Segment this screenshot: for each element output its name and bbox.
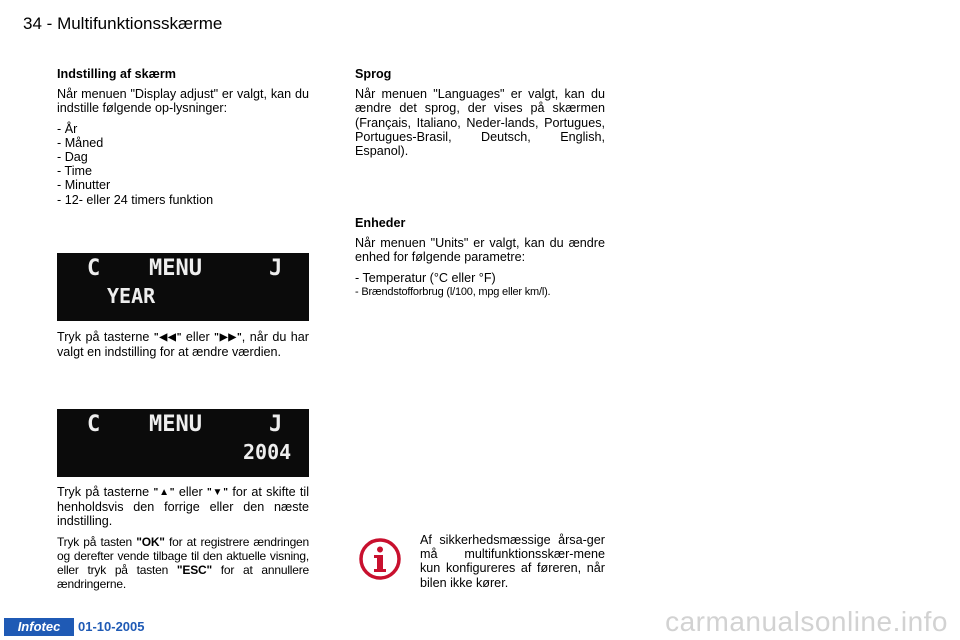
units-list [355,271,605,299]
page-title: Multifunktionsskærme [57,14,223,33]
lcd-year-value: 2004 [243,440,292,464]
text-fragment: , når du har valgt en indstilling for at ændre værdien. [57,330,309,360]
page-header [23,14,222,34]
down-button-label: "▼" [206,487,229,498]
right-column-units [355,216,605,299]
display-options-list [57,122,309,207]
lcd-bracket-right: J [269,256,283,281]
section-heading-display: Indstilling af skærm [57,67,176,81]
left-column-top [57,67,309,207]
section-heading-language: Sprog [355,67,392,81]
right-column-top [355,67,605,164]
header-separator: - [46,14,53,33]
page-number: 34 [23,14,42,33]
units-text: Når menuen "Units" er valgt, kan du ændre enhed for følgende parametre: [355,236,605,265]
display-intro: Når menuen "Display adjust" er valgt, kan du indstille følgende op-lysninger: [57,87,309,116]
left-para-2 [57,330,309,365]
lcd-year-label: YEAR [107,284,156,308]
list-item: - Brændstofforbrug (l/100, mpg eller km/l). [355,285,551,298]
lcd-menu-label: MENU [149,412,202,437]
infotec-logo: Infotec [4,618,74,636]
text-fragment: for at registrere ændringen og derefter vende tilbage til den aktuelle visning, eller tryk på tasten [57,534,310,578]
rewind-button-label: "◀◀" [153,332,182,343]
text-fragment: Tryk på tasterne [57,330,154,344]
list-item: - 12- eller 24 timers funktion [57,192,214,207]
left-para-3 [57,485,309,597]
footer-date: 01-10-2005 [78,619,145,634]
lcd-bracket-right: J [269,412,283,437]
list-item: - År [57,121,78,136]
watermark: carmanualsonline.info [665,606,948,637]
warning-box [420,533,605,596]
change-value-instruction [57,330,309,359]
lcd-menu-label: MENU [149,256,202,281]
lcd-display-2004 [57,409,309,477]
lcd-bracket-left: C [87,256,101,281]
info-warning-icon [358,537,402,581]
forward-button-label: "▶▶" [214,332,242,343]
text-fragment: eller [174,485,207,499]
text-fragment: eller [181,330,215,344]
section-heading-units: Enheder [355,216,406,230]
lcd-display-year [57,253,309,321]
text-fragment: for at skifte til henholdsvis den forrige eller den næste indstilling. [57,485,309,529]
list-item: - Dag [57,150,88,165]
esc-button-label: "ESC" [176,563,212,578]
list-item: - Temperatur (°C eller °F) [355,270,496,285]
list-item: - Måned [57,135,104,150]
language-text: Når menuen "Languages" er valgt, kan du ændre det sprog, der vises på skærmen (Français, Italiano, Neder-lands, Portugues, Portugues-Brasil, Deutsch, English, Espanol). [355,87,605,159]
list-item: - Minutter [57,178,111,193]
text-fragment: for at annullere ændringerne. [57,563,309,592]
warning-text: Af sikkerhedsmæssige årsa-ger må multifunktionsskær-mene kun konfigureres af føreren, når bilen ikke kører. [420,533,605,590]
list-item: - Time [57,164,92,179]
navigate-instruction [57,485,309,529]
text-fragment: Tryk på tasten [57,534,137,549]
ok-button-label: "OK" [136,534,165,549]
text-fragment: Tryk på tasterne [57,485,154,499]
up-button-label: "▲" [153,487,175,498]
confirm-instruction [57,535,309,592]
lcd-bracket-left: C [87,412,101,437]
